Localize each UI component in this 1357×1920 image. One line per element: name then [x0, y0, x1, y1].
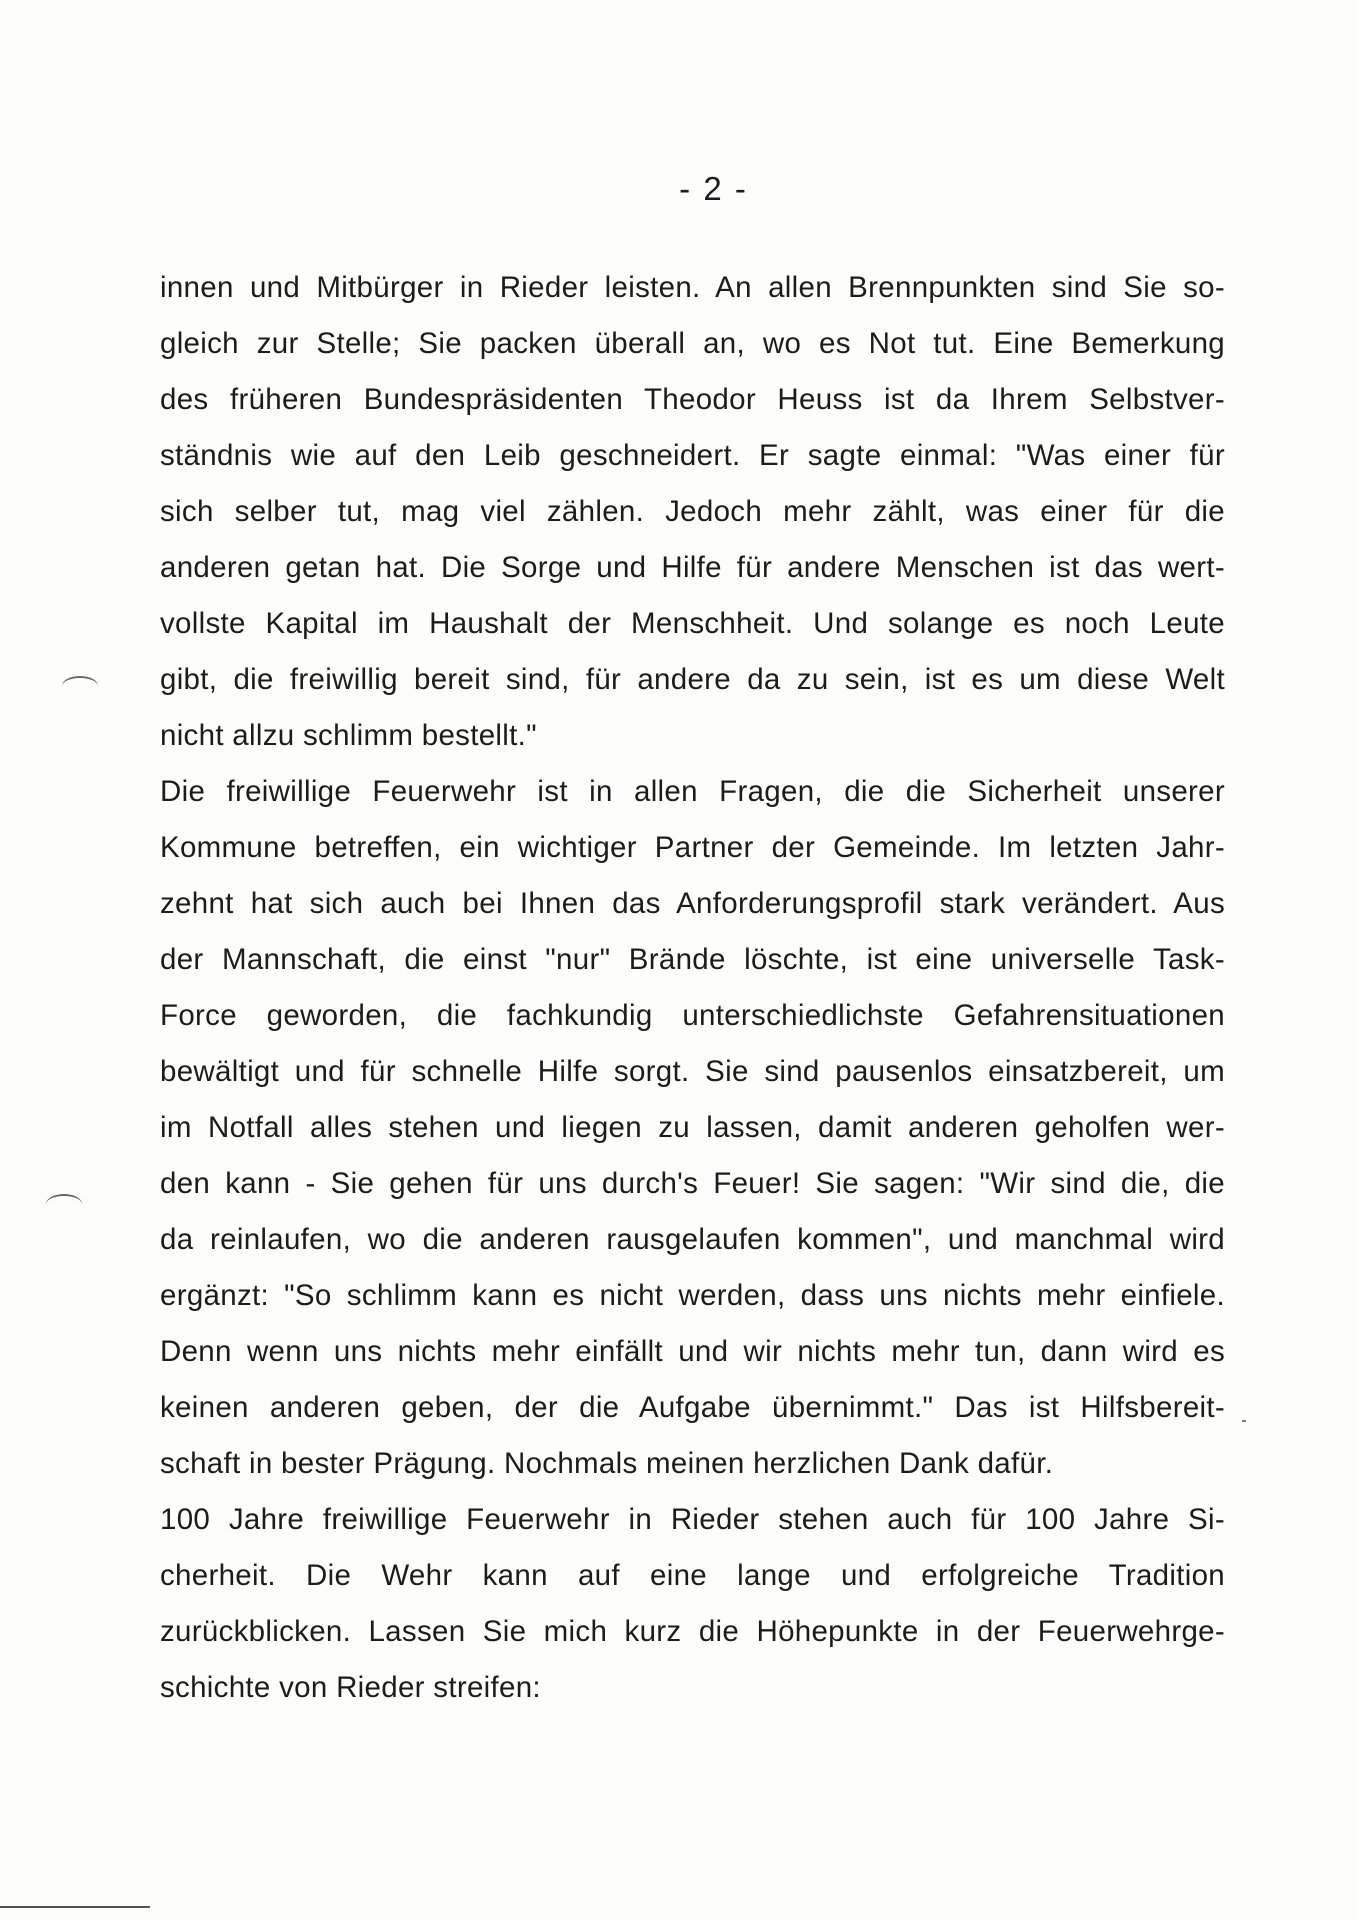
text-line: nicht allzu schlimm bestellt.": [160, 719, 537, 752]
text-line: Kommune betreffen, ein wichtiger Partner der Gemeinde. Im letzten Jahr-: [160, 831, 1225, 864]
text-line: ergänzt: "So schlimm kann es nicht werden, dass uns nichts mehr einfiele.: [160, 1279, 1225, 1312]
text-line: Force geworden, die fachkundig unterschiedlichste Gefahrensituationen: [160, 999, 1225, 1032]
text-line: 100 Jahre freiwillige Feuerwehr in Rieder stehen auch für 100 Jahre Si-: [160, 1503, 1225, 1536]
text-line: bewältigt und für schnelle Hilfe sorgt. Sie sind pausenlos einsatzbereit, um: [160, 1055, 1225, 1088]
page-number: - 2 -: [679, 170, 748, 207]
text-line: keinen anderen geben, der die Aufgabe übernimmt." Das ist Hilfsbereit-: [160, 1391, 1225, 1424]
text-line: da reinlaufen, wo die anderen rausgelaufen kommen", und manchmal wird: [160, 1223, 1225, 1256]
punch-hole-mark-top: [62, 676, 98, 696]
text-line: schaft in bester Prägung. Nochmals meinen herzlichen Dank dafür.: [160, 1447, 1054, 1480]
text-line: innen und Mitbürger in Rieder leisten. An allen Brennpunkten sind Sie so-: [160, 271, 1225, 304]
text-line: den kann - Sie gehen für uns durch's Feuer! Sie sagen: "Wir sind die, die: [160, 1167, 1225, 1200]
scan-speck: [1242, 1420, 1246, 1422]
bottom-edge-line: [0, 1906, 150, 1908]
text-line: vollste Kapital im Haushalt der Menschheit. Und solange es noch Leute: [160, 607, 1225, 640]
text-line: Die freiwillige Feuerwehr ist in allen Fragen, die die Sicherheit unserer: [160, 775, 1225, 808]
text-line: zurückblicken. Lassen Sie mich kurz die Höhepunkte in der Feuerwehrge-: [160, 1615, 1225, 1648]
text-line: gibt, die freiwillig bereit sind, für andere da zu sein, ist es um diese Welt: [160, 663, 1225, 696]
text-line: schichte von Rieder streifen:: [160, 1671, 541, 1704]
text-line: cherheit. Die Wehr kann auf eine lange und erfolgreiche Tradition: [160, 1559, 1225, 1592]
text-line: Denn wenn uns nichts mehr einfällt und wir nichts mehr tun, dann wird es: [160, 1335, 1225, 1368]
text-line: sich selber tut, mag viel zählen. Jedoch mehr zählt, was einer für die: [160, 495, 1225, 528]
text-line: ständnis wie auf den Leib geschneidert. Er sagte einmal: "Was einer für: [160, 439, 1225, 472]
text-line: der Mannschaft, die einst "nur" Brände löschte, ist eine universelle Task-: [160, 943, 1225, 976]
text-line: des früheren Bundespräsidenten Theodor Heuss ist da Ihrem Selbstver-: [160, 383, 1225, 416]
body-text: [160, 260, 1225, 1716]
text-line: im Notfall alles stehen und liegen zu lassen, damit anderen geholfen wer-: [160, 1111, 1225, 1144]
text-line: zehnt hat sich auch bei Ihnen das Anforderungsprofil stark verändert. Aus: [160, 887, 1225, 920]
punch-hole-mark-bottom: [46, 1194, 82, 1214]
text-line: gleich zur Stelle; Sie packen überall an, wo es Not tut. Eine Bemerkung: [160, 327, 1225, 360]
text-line: anderen getan hat. Die Sorge und Hilfe für andere Menschen ist das wert-: [160, 551, 1225, 584]
